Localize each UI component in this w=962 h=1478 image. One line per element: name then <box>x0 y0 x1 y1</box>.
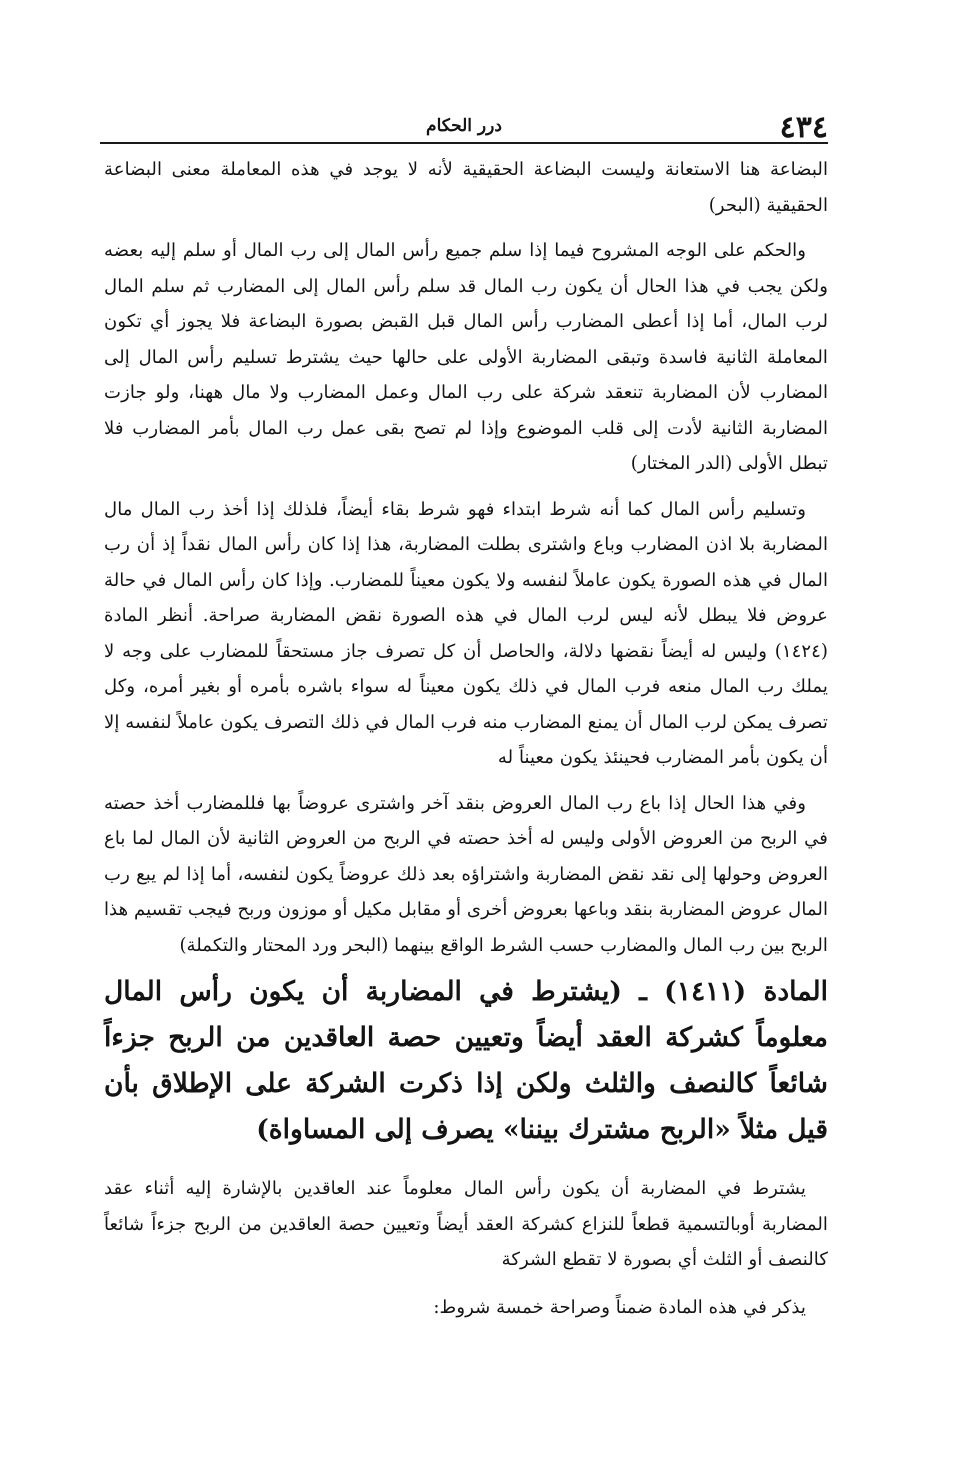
closing-line: يذكر في هذه المادة ضمناً وصراحة خمسة شروط: <box>433 1296 806 1318</box>
header-rule <box>100 142 828 144</box>
page-number: ٤٣٤ <box>779 110 828 145</box>
explanation-paragraph: يشترط في المضاربة أن يكون رأس المال معلوماً عند العاقدين بالإشارة إليه أثناء عقد المضاربة أوبالتسمية قطعاً للنزاع كشركة العقد أيضاً وتعيين حصة العاقدين من الربح جزءاً شائعاً كالنصف أو الثلث أي بصورة لا تقطع الشركة <box>104 1178 828 1270</box>
page-body <box>104 152 828 1325</box>
paragraph: والحكم على الوجه المشروح فيما إذا سلم جميع رأس المال إلى رب المال أو سلم إليه بعضه ولكن يجب في هذا الحال أن يكون رب المال قد سلم رأس المال إلى المضارب ثم سلم المال لرب المال، أما إذا أعطى المضارب رأس المال قبل القبض بصورة البضاعة فلا يجوز أي تكون المعاملة الثانية فاسدة وتبقى المضاربة الأولى على حالها حيث يشترط تسليم رأس المال إلى المضارب لأن المضاربة تنعقد شركة على رب المال وعمل المضارب ولا مال ههنا، ولو جازت المضاربة الثانية لأدت إلى قلب الموضوع وإذا لم تصح بقى عمل رب المال بأمر المضارب فلا تبطل الأولى (الدر المختار) <box>104 240 828 474</box>
paragraph: وفي هذا الحال إذا باع رب المال العروض بنقد آخر واشترى عروضاً بها فللمضارب أخذ حصته في الربح من العروض الأولى وليس له أخذ حصته في الربح من العروض الثانية لأن المال لما باع العروض وحولها إلى نقد نقض المضاربة واشتراؤه بعد ذلك عروضاً يكون لنفسه، أما إذا لم يبع رب المال عروض المضاربة بنقد وباعها بعروض أخرى أو مقابل مكيل أو موزون وربح فيجب تقسيم هذا الربح بين رب المال والمضارب حسب الشرط الواقع بينهما (البحر ورد المحتار والتكملة) <box>104 792 828 956</box>
paragraph: وتسليم رأس المال كما أنه شرط ابتداء فهو شرط بقاء أيضاً، فلذلك إذا أخذ رب المال مال المضاربة بلا اذن المضارب وباع واشترى بطلت المضاربة، هذا إذا كان رأس المال نقداً إذ أن رب المال في هذه الصورة يكون عاملاً لنفسه ولا يكون معيناً للمضارب. وإذا كان رأس المال في حالة عروض فلا يبطل لأنه ليس لرب المال في هذه الصورة نقض المضاربة صراحة. أنظر المادة (١٤٢٤) وليس له أيضاً نقضها دلالة، والحاصل أن كل تصرف جاز مستحقاً للمضارب على وجه لا يملك رب المال منعه فرب المال في ذلك يكون معيناً له سواء باشره بأمره أو بغير أمره، وكل تصرف يمكن لرب المال أن يمنع المضارب منه فرب المال في ذلك التصرف يكون عاملاً لنفسه إلا أن يكون بأمر المضارب فحينئذ يكون معيناً له <box>104 498 828 768</box>
paragraph-continued: البضاعة هنا الاستعانة وليست البضاعة الحقيقية لأنه لا يوجد في هذه المعاملة معنى البضاعة الحقيقية (البحر) <box>104 159 828 216</box>
article-text: المادة (١٤١١) ـ (يشترط في المضاربة أن يكون رأس المال معلوماً كشركة العقد أيضاً وتعيين حصة العاقدين من الربح جزءاً شائعاً كالنصف والثلث ولكن إذا ذكرت الشركة على الإطلاق بأن قيل مثلاً «الربح مشترك بيننا» يصرف إلى المساواة) <box>104 976 828 1145</box>
running-title: درر الحكام <box>426 116 502 136</box>
